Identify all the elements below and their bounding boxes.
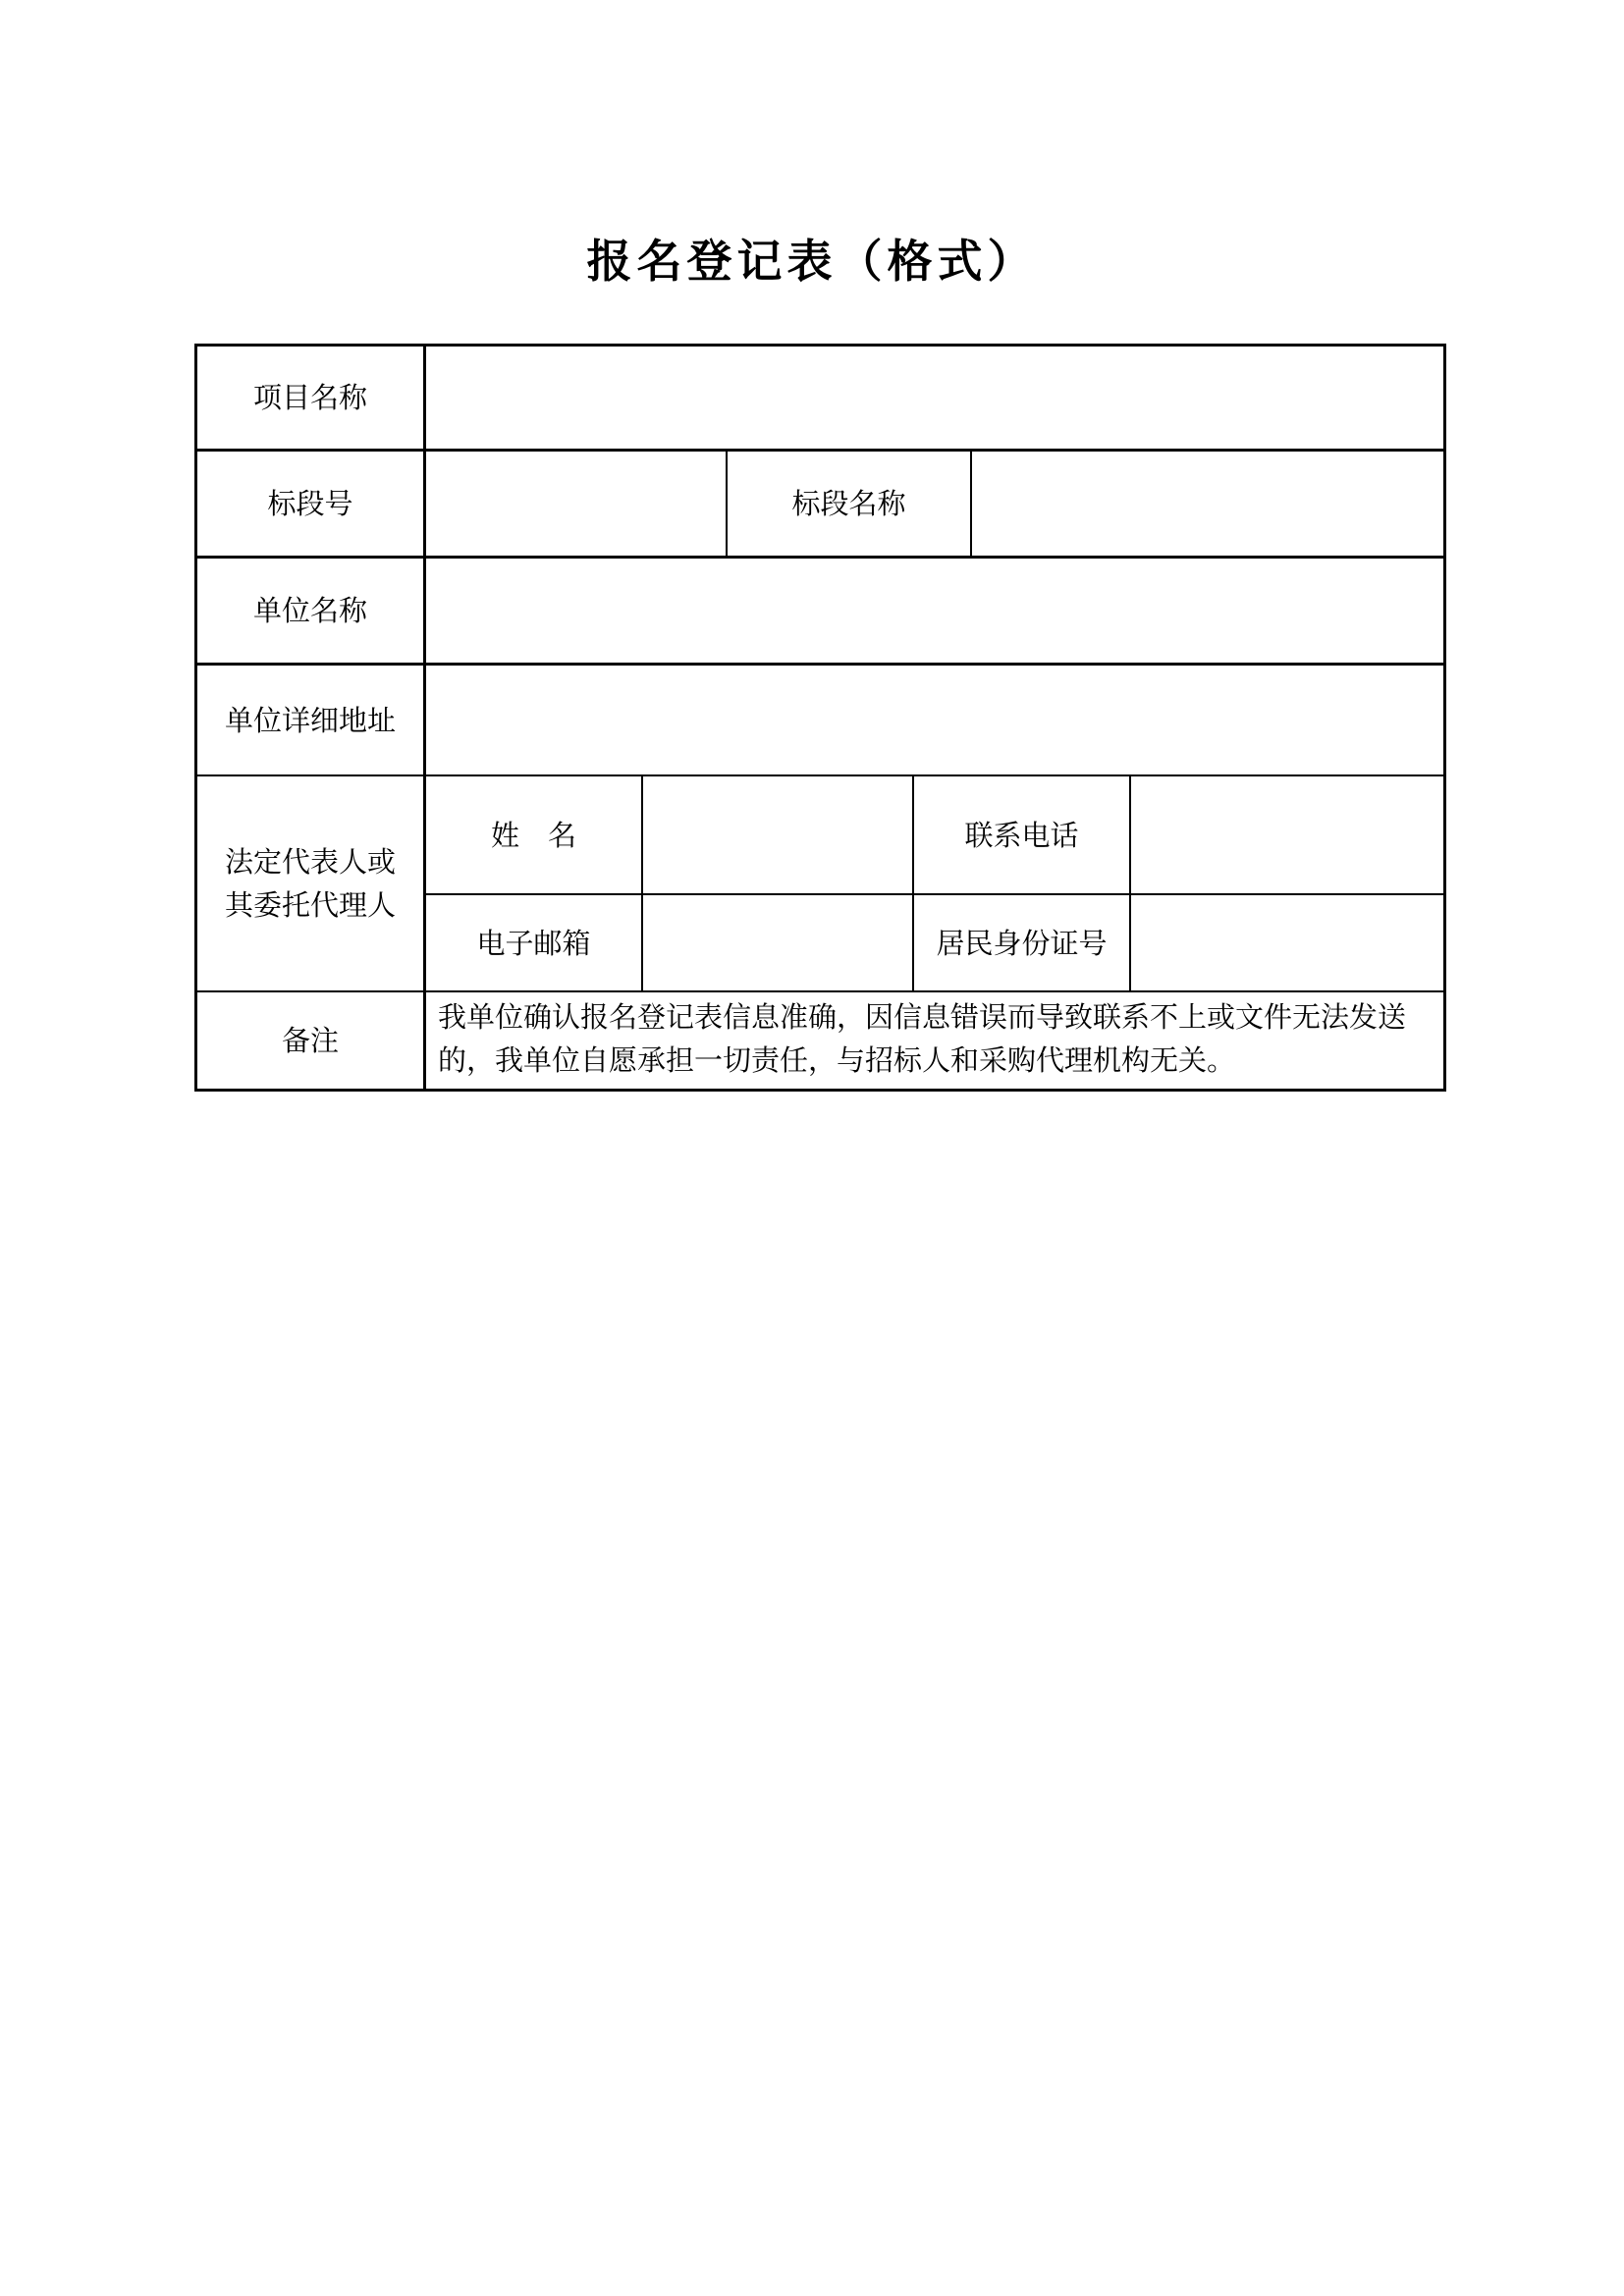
column-divider (970, 449, 972, 558)
representative-label-line: 其委托代理人 (224, 888, 396, 922)
company-name-label: 单位名称 (252, 594, 367, 627)
id-number-label: 居民身份证号 (936, 926, 1108, 960)
column-divider (1129, 774, 1131, 991)
company-name-field[interactable] (432, 559, 1434, 663)
company-address-field[interactable] (432, 666, 1434, 774)
representative-label (197, 776, 423, 990)
representative-label-line: 法定代表人或 (224, 845, 396, 879)
company-address-label: 单位详细地址 (224, 703, 396, 737)
project-name-field[interactable] (432, 347, 1434, 449)
name-label: 姓 名 (490, 818, 576, 852)
email-label: 电子邮箱 (476, 926, 591, 960)
remark-line: 的，我单位自愿承担一切责任，与招标人和采购代理机构无关。 (438, 1043, 1236, 1077)
remark-label: 备注 (281, 1024, 339, 1057)
id-number-field[interactable] (1137, 895, 1441, 990)
section-name-label: 标段名称 (791, 487, 906, 520)
column-divider (641, 774, 643, 991)
section-number-field[interactable] (432, 452, 722, 556)
name-field[interactable] (648, 776, 908, 893)
page-title: 报名登记表（格式） (586, 235, 1038, 288)
email-field[interactable] (648, 895, 908, 990)
section-name-field[interactable] (980, 452, 1436, 556)
project-name-label: 项目名称 (252, 381, 367, 414)
phone-field[interactable] (1137, 776, 1441, 893)
remark-text (438, 995, 1435, 1082)
remark-line: 我单位确认报名登记表信息准确，因信息错误而导致联系不上或文件无法发送 (438, 1000, 1407, 1034)
section-number-label: 标段号 (267, 487, 353, 520)
phone-label: 联系电话 (964, 818, 1079, 852)
